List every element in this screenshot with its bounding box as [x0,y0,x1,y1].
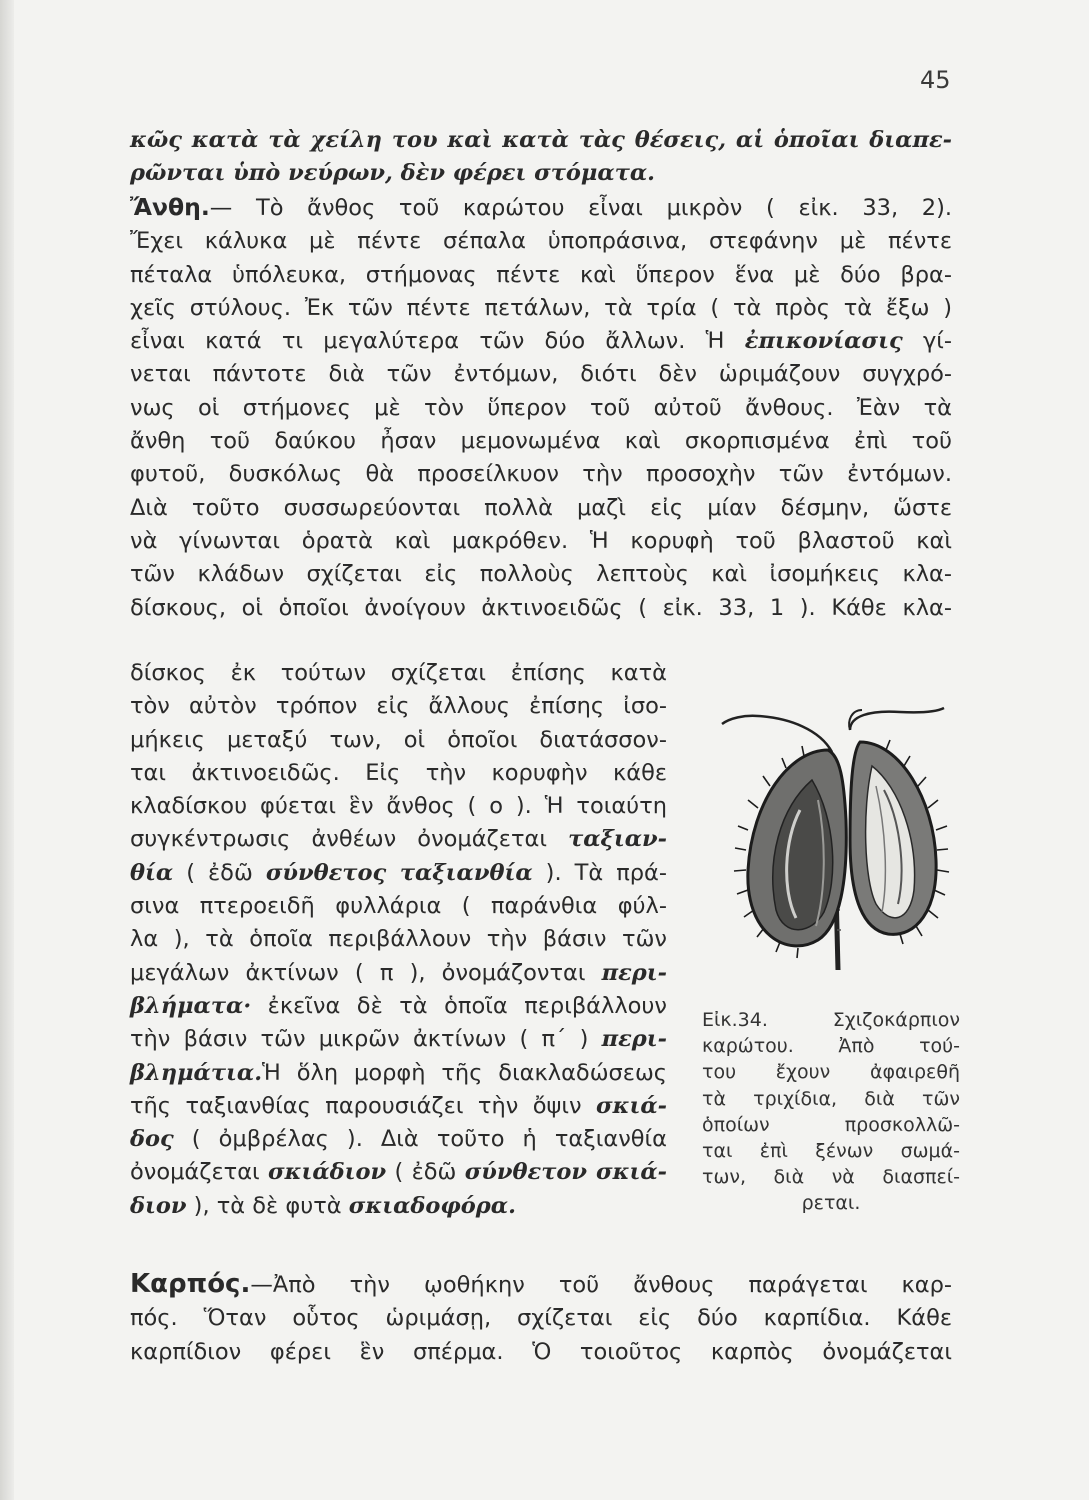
text-line [130,1156,667,1189]
term-compound-skiadion: σύνθετον σκιά- [464,1159,667,1186]
text-segment: γί- [902,328,952,355]
text-segment: τὴν βάσιν τῶν μικρῶν ἀκτίνων ( π΄ ) [130,1026,602,1053]
term-involucel-end: βλημάτια. [130,1059,263,1086]
text-line: τὸν αὐτὸν τρόπον εἰς ἄλλους ἐπίσης ἰσο- [130,693,667,720]
intro-line: κῶς κατὰ τὰ χείλη του καὶ κατὰ τὰς θέσεις, αἱ ὁποῖαι διαπε- [130,127,952,153]
text-line: νως οἱ στήμονες μὲ τὸν ὕπερον τοῦ αὐτοῦ ἄνθους. Ἐὰν τὰ [130,394,952,421]
flowers-heading: Ἄνθη. [130,193,210,221]
text-segment: μεγάλων ἀκτίνων ( π ), ὀνομάζονται [130,959,602,986]
text-line: λα ), τὰ ὁποῖα περιβάλλουν τὴν βάσιν τῶν [130,926,667,953]
text-line: ἄνθη τοῦ δαύκου ἦσαν μεμονωμένα καὶ σκορπισμένα ἐπὶ τοῦ [130,428,952,455]
text-segment: Τὸ ἄνθος τοῦ καρώτου εἶναι μικρὸν ( εἰκ. 33, 2). [255,195,953,221]
term-compound-umbel: σύνθετος ταξιανθία [265,859,533,886]
carpophore-thread-right [850,708,944,730]
text-line [130,990,667,1023]
term-taxianthia: ταξιαν- [568,826,667,853]
fruit-heading: Καρπός. [130,1269,251,1299]
intro-paragraph [130,124,952,191]
text-line [130,823,667,856]
caption-line: ται ἐπὶ ξένων σωμά- [702,1140,960,1163]
schizocarp-figure [700,690,970,1000]
text-segment: ( ὀμβρέλας ). Διὰ τοῦτο ἡ ταξιανθία [173,1126,667,1153]
heading-dash: — [250,1272,273,1298]
text-line: σινα πτεροειδῆ φυλλάρια ( παράνθια φύλ- [130,893,667,920]
narrow-column [130,657,667,1223]
text-segment: τῆς ταξιανθίας παρουσιάζει τὴν ὄψιν [130,1092,596,1119]
text-line [130,191,952,225]
text-line: τῶν κλάδων σχίζεται εἰς πολλοὺς λεπτοὺς καὶ ἰσομήκεις κλα- [130,561,952,588]
text-line [130,325,952,358]
text-line: νὰ γίνωνται ὁρατὰ καὶ μακρόθεν. Ἡ κορυφὴ τοῦ βλαστοῦ καὶ [130,527,952,554]
text-segment: ( ἐδῶ [173,859,266,886]
text-line [130,1190,667,1223]
text-line: Ἔχει κάλυκα μὲ πέντε σέπαλα ὑποπράσινα, στεφάνην μὲ πέντε [130,228,952,255]
term-involucre: περι- [601,959,667,986]
caption-line: Εἰκ.34. Σχιζοκάρπιον [702,1009,960,1031]
term-skiadion-end: διον [130,1192,187,1219]
caption-line: τὰ τριχίδια, διὰ τῶν [702,1087,960,1110]
text-segment: ἐκεῖνα δὲ τὰ ὁποῖα περιβάλλουν [251,992,667,1019]
caption-line: των, διὰ νὰ διασπεί- [702,1166,960,1189]
caption-line: καρώτου. Ἀπὸ τού- [702,1035,960,1058]
term-involucre-end: βλήματα· [130,992,252,1019]
text-line [130,1090,667,1123]
term-involucel: περι- [601,1026,667,1053]
text-segment: συγκέντρωσις ἀνθέων ὀνομάζεται [130,826,569,853]
text-line: δίσκους, οἱ ὁποῖοι ἀνοίγουν ἀκτινοειδῶς ( εἰκ. 33, 1 ). Κάθε κλα- [130,594,952,621]
text-line [130,857,667,890]
heading-dash: — [209,195,256,221]
caption-line: ὁποίων προσκολλῶ- [702,1113,960,1136]
text-line: νεται πάντοτε διὰ τῶν ἐντόμων, διότι δὲν ὡριμάζουν συγχρό- [130,361,952,388]
term-epikonias: ἐπικονίασις [744,328,903,355]
caption-line: ρεται. [801,1192,861,1215]
intro-line: ρῶνται ὑπὸ νεύρων, δὲν φέρει στόματα. [130,160,655,187]
text-line [130,1268,952,1302]
term-skiados: σκιά- [596,1092,667,1119]
text-line [130,1023,667,1056]
flowers-paragraph [130,191,952,625]
schizocarp-illustration [700,690,970,1000]
term-skiadophora: σκιαδοφόρα. [348,1192,516,1219]
text-line: κλαδίσκου φύεται ἓν ἄνθος ( ο ). Ἡ τοιαύτη [130,793,667,820]
text-segment: Ἀπὸ τὴν ῳοθήκην τοῦ ἄνθους παράγεται καρ- [272,1272,952,1298]
caption-line: του ἔχουν ἀφαιρεθῆ [702,1061,960,1084]
text-line: χεῖς στύλους. Ἐκ τῶν πέντε πετάλων, τὰ τρία ( τὰ πρὸς τὰ ἔξω ) [130,294,952,321]
text-line: ται ἀκτινοειδῶς. Εἰς τὴν κορυφὴν κάθε [130,759,667,786]
term-skiadion: σκιάδιον [267,1159,387,1186]
carpophore-thread-left [722,716,832,752]
text-line: δίσκος ἐκ τούτων σχίζεται ἐπίσης κατὰ [130,660,667,686]
text-line: πός. Ὅταν οὗτος ὡριμάσῃ, σχίζεται εἰς δύο καρπίδια. Κάθε [130,1305,952,1332]
figure-caption [702,1007,960,1217]
term-skiados-end: δος [130,1126,174,1153]
text-line: Διὰ τοῦτο συσσωρεύονται πολλὰ μαζὶ εἰς μίαν δέσμην, ὥστε [130,494,952,521]
text-line [130,1123,667,1156]
text-line [130,1057,667,1090]
term-taxianthia-end: θία [130,859,174,886]
text-segment: Ἡ ὅλη μορφὴ τῆς διακλαδώσεως [262,1059,667,1086]
text-line: μήκεις μεταξύ των, οἱ ὁποῖοι διατάσσον- [130,726,667,753]
text-line: φυτοῦ, δυσκόλως θὰ προσείλκυον τὴν προσοχὴν τῶν ἐντόμων. [130,461,952,488]
page-edge-shadow [0,0,14,1500]
text-line: καρπίδιον φέρει ἓν σπέρμα. Ὁ τοιοῦτος καρπὸς ὀνομάζεται [130,1338,952,1365]
page-number: 45 [920,66,951,94]
text-segment: ). Τὰ πρά- [532,859,667,886]
text-line [130,957,667,990]
text-segment: ὀνομάζεται [130,1159,268,1186]
text-segment: εἶναι κατά τι μεγαλύτερα τῶν δύο ἄλλων. Ἡ [130,328,745,355]
text-segment: ), τὰ δὲ φυτὰ [186,1192,349,1219]
fruit-paragraph [130,1268,952,1369]
text-line: πέταλα ὑπόλευκα, στήμονας πέντε καὶ ὕπερον ἕνα μὲ δύο βρα- [130,261,952,288]
text-segment: ( ἐδῶ [386,1159,465,1186]
